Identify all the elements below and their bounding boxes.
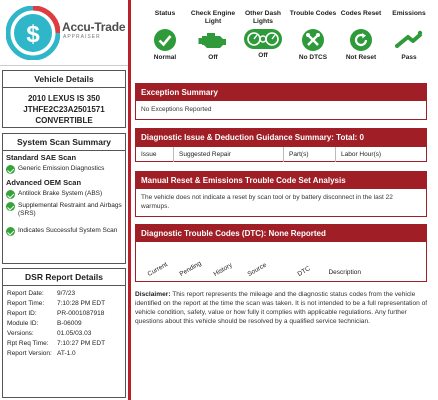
scan-item: Generic Emission Diagnostics: [3, 164, 125, 176]
manual-reset-section: [135, 171, 427, 217]
engine-icon: [198, 28, 228, 52]
svg-text:$: $: [26, 21, 40, 48]
diagnostic-summary-title: Diagnostic Issue & Deduction Guidance Summary: Total: 0: [136, 129, 426, 146]
status-indicator: Status Normal: [153, 10, 177, 61]
system-scan-summary-box: [2, 133, 126, 264]
column-header: Issue: [136, 147, 174, 162]
column-header: Suggested Repair: [174, 147, 284, 162]
check-icon: [6, 202, 15, 211]
vehicle-body: CONVERTIBLE: [35, 116, 93, 125]
status-indicator: Emissions Pass: [392, 10, 426, 61]
status-indicator: Codes Reset Not Reset: [340, 10, 382, 61]
manual-reset-title: Manual Reset & Emissions Trouble Code Set Analysis: [136, 172, 426, 189]
exception-summary-body: No Exceptions Reported: [141, 106, 212, 113]
status-indicator: Trouble Codes No DTCS: [289, 10, 337, 61]
dsr-row: Report Version: AT-1.0: [7, 350, 76, 357]
vehicle-details-title: Vehicle Details: [3, 71, 125, 88]
dsr-report-details-box: [2, 268, 126, 398]
check-icon: [6, 165, 15, 174]
dtc-title: Diagnostic Trouble Codes (DTC): None Reported: [136, 225, 426, 242]
gauges-icon: [243, 28, 283, 50]
column-header: Source: [246, 261, 268, 278]
dsr-row: Report ID: PR-0001087918: [7, 310, 105, 317]
column-header: Description: [328, 269, 361, 276]
dsr-title: DSR Report Details: [3, 269, 125, 286]
dsr-row: Versions: 01.05/03.03: [7, 330, 92, 337]
dsr-row: Report Time: 7:10:28 PM EDT: [7, 300, 106, 307]
column-header: Pending: [178, 260, 203, 278]
refresh-icon: [349, 28, 373, 52]
scan-item: Antilock Brake System (ABS): [3, 189, 125, 201]
status-indicator: Check Engine Light Off: [190, 10, 236, 61]
disclaimer-body: This report represents the mileage and the diagnostic status codes from the vehicle identified on the report at the time the scan was taken. It is not intended to be a full representation of vehicle condition, safety, value or how fully it complies with applicable regulations. Any further questions about this vehicle should be resolved by a qualified service technician.: [135, 291, 428, 325]
dtc-table-header: [136, 242, 426, 282]
check-icon: [6, 190, 15, 199]
status-indicator: Other Dash Lights Off: [244, 10, 282, 59]
diagnostic-summary-section: [135, 128, 427, 162]
dsr-row: Rpt Req Time: 7:10:27 PM EDT: [7, 340, 106, 347]
accu-trade-logo: [0, 0, 128, 66]
brand-name: Accu-Trade: [62, 20, 126, 34]
check-circle-icon: [153, 28, 177, 52]
column-header: DTC: [296, 265, 312, 278]
dsr-row: Report Date: 9/7/23: [7, 290, 76, 297]
vehicle-details-box: [2, 70, 126, 128]
diagnostic-table-header: [136, 146, 426, 162]
vehicle-vin: JTHFE2C23A2501571: [23, 105, 105, 114]
scan-item: Supplemental Restraint and Airbags (SRS): [3, 201, 125, 220]
column-header: Current: [146, 261, 169, 278]
disclaimer-label: Disclaimer:: [135, 291, 171, 298]
column-header: Labor Hour(s): [341, 151, 382, 158]
column-header: History: [212, 261, 234, 278]
exhaust-icon: [394, 28, 424, 52]
brand-subtitle: APPRAISER: [63, 34, 101, 40]
report-main: [131, 0, 438, 400]
dollar-logo-icon: [6, 6, 60, 60]
dsr-row: Module ID: B-06009: [7, 320, 82, 327]
oem-scan-heading: Advanced OEM Scan: [6, 178, 82, 187]
exception-summary-title: Exception Summary: [136, 84, 426, 101]
exception-summary-section: [135, 83, 427, 120]
tools-icon: [301, 28, 325, 52]
status-icons-row: [141, 10, 435, 76]
scan-summary-title: System Scan Summary: [3, 134, 125, 151]
left-panel: [0, 0, 131, 400]
sae-scan-heading: Standard SAE Scan: [6, 153, 77, 162]
scan-legend: Indicates Successful System Scan: [3, 226, 125, 238]
disclaimer-text: [135, 290, 429, 326]
check-icon: [6, 227, 15, 236]
vehicle-model: 2010 LEXUS IS 350: [27, 94, 101, 103]
manual-reset-body: The vehicle does not indicate a reset by scan tool or by battery disconnect in the last 22 warmups.: [141, 194, 393, 210]
dtc-section: [135, 224, 427, 282]
column-header: Part(s): [284, 147, 336, 162]
